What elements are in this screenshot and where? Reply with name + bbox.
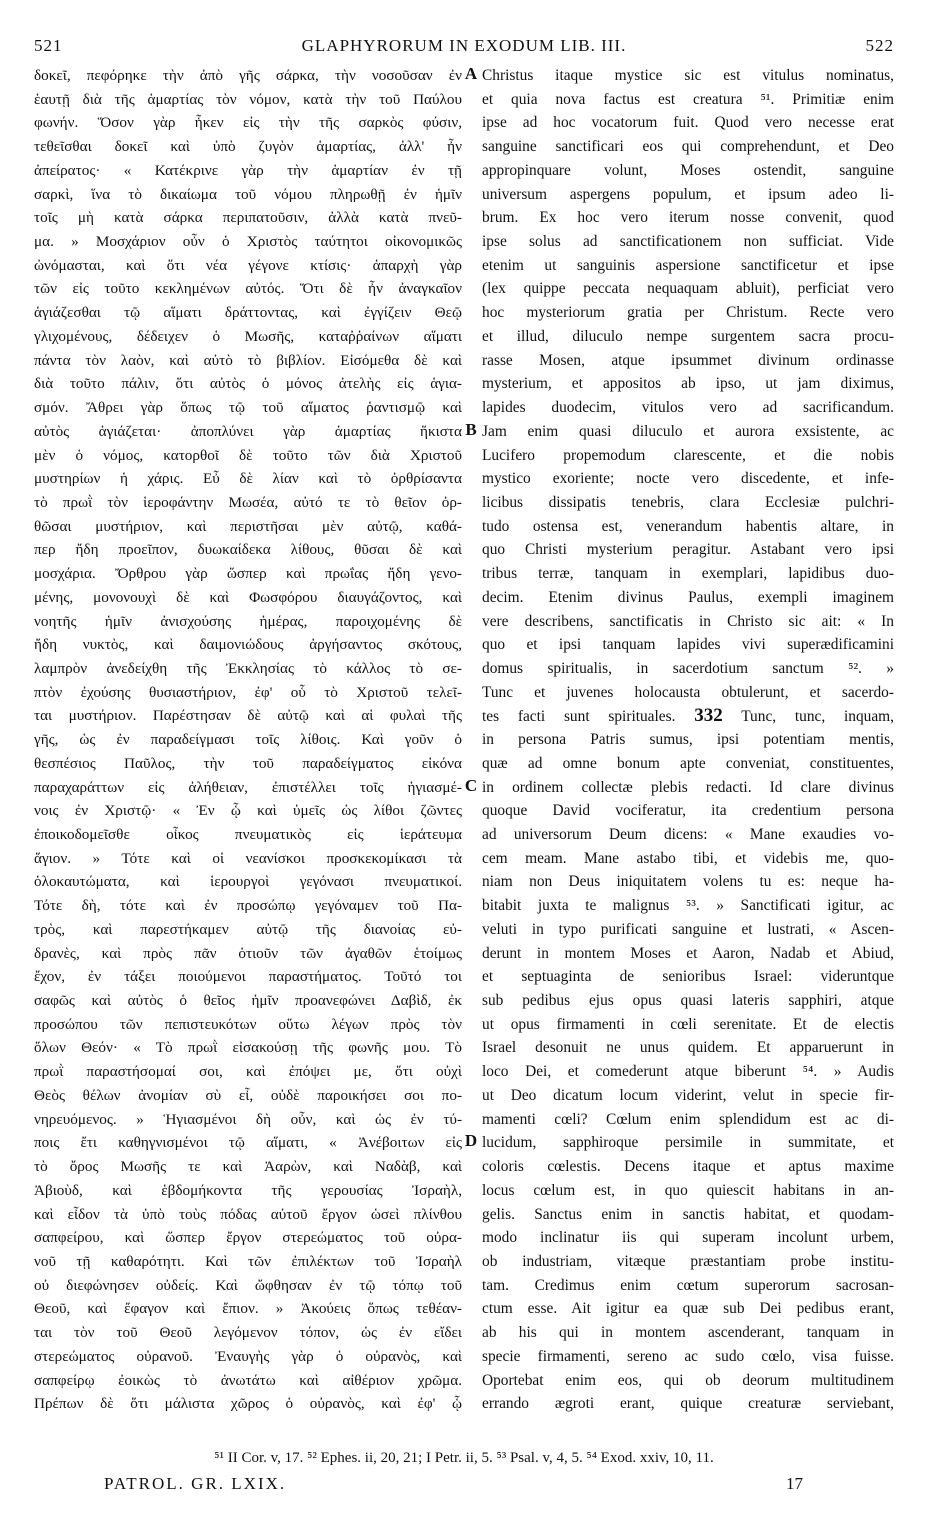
latin-text-line: sanguine sanctificari eos qui comprehendunt, et Deo xyxy=(482,138,894,156)
greek-text-line: σαρκὶ, ἵνα τὸ δικαίωμα τοῦ νόμου πληρωθῇ ἐν ἡμῖν xyxy=(34,185,462,203)
footnotes: ⁵¹ II Cor. v, 17. ⁵² Ephes. ii, 20, 21; I Petr. ii, 5. ⁵³ Psal. v, 4, 5. ⁵⁴ Exod. xxiv, 10, 11. xyxy=(214,1450,714,1466)
latin-text-line: et quia nova factus est creatura ⁵¹. Primitiæ enim xyxy=(482,90,894,108)
greek-text-line: Ἀβιοὺδ, καὶ ἑβδομήκοντα τῆς γερουσίας Ἰσραὴλ, xyxy=(34,1181,462,1199)
greek-text-line: περ ἤδη προεῖπον, δυωκαίδεκα λίθους, θῦσαι δὲ καὶ xyxy=(34,541,462,559)
greek-text-line: νηρευόμενος. » Ἡγιασμένοι δὴ οὖν, καὶ ὡς ἐν τύ- xyxy=(34,1110,462,1128)
greek-text-line: προσώπου τῶν πεπιστευκότων οὕτω λέγων πρὸς τὸν xyxy=(34,1015,462,1033)
greek-text-line: τεθεῖσθαι δοκεῖ καὶ ὑπὸ ζυγὸν ἁμαρτίας, ἀλλ' ἦν xyxy=(34,138,462,156)
latin-text-line: mystico exoriente; nocte vero discedente, et infe- xyxy=(482,470,894,488)
latin-text-line: mamenti cœli? Cœlum enim splendidum est ac di- xyxy=(482,1110,894,1128)
latin-text-line: niam non Deus iniquitatem volens tu es: neque ha- xyxy=(482,873,894,891)
latin-text-line: locus cœlum est, in quo quiescit habitans in an- xyxy=(482,1181,894,1199)
latin-text-line: licibus dissipatis tenebris, clara Ecclesiæ pulchri- xyxy=(482,493,894,511)
latin-text-line: bitabit juxta te malignus ⁵³. » Sanctificati igitur, ac xyxy=(482,897,894,915)
greek-text-line: μοσχάρια. Ὄρθρου γὰρ ὥσπερ καὶ πρωΐας ἤδη γενο- xyxy=(34,565,462,583)
greek-text-line: ἤδη νυκτὸς, καὶ δαιμονιώδους ἀργήσαντος σκότους, xyxy=(34,636,462,654)
greek-text-line: σμόν. Ἄθρει γὰρ ὅπως τῷ τοῦ αἵματος ῥαντισμῷ καὶ xyxy=(34,399,462,417)
latin-text-line: gelis. Sanctus enim in sanctis habitat, et quodam- xyxy=(482,1205,894,1223)
greek-text-line: παραχαράττων εἰς ἀλήθειαν, ἐπιστέλλει τοῖς ἡγιασμέ- xyxy=(34,778,462,796)
greek-text-line: τοῖς μὴ κατὰ σάρκα περιπατοῦσιν, ἀλλὰ κατὰ πνεῦ- xyxy=(34,209,462,227)
greek-text-line: ποις ἔτι καθηγνισμένοι τῷ αἵματι, « Ἀνέβοιτων εἰς xyxy=(34,1134,462,1152)
page-number-left: 521 xyxy=(34,36,63,55)
latin-text-line: ob industriam, vitæque præstantiam probe institu- xyxy=(482,1252,894,1270)
latin-text-line: quæ ad omne bonum apte conveniat, constituentes, xyxy=(482,754,894,772)
greek-text-line: διὰ τοῦτο πάλιν, ὅτι αὐτὸς ὁ μόνος ἀτελὴς εἰς ἁγια- xyxy=(34,375,462,393)
latin-text-line: derunt in montem Moses et Aaron, Nadab et Abiud, xyxy=(482,944,894,962)
latin-text-line: rasse Mosen, atque ipsummet divinum ordinasse xyxy=(482,351,894,369)
greek-text-line: τὸ πρωῒ τὸν ἱεροφάντην Μωσέα, αὐτό τε τὸ θεῖον ὀρ- xyxy=(34,493,462,511)
greek-text-line: λαμπρὸν ἀνεδείχθη τῆς Ἐκκλησίας τὸ κάλλος τὸ σε- xyxy=(34,659,462,677)
latin-text-line: quoque David vociferatur, ita credentium persona xyxy=(482,802,894,820)
sheet-number: 17 xyxy=(786,1474,803,1493)
latin-text-line: domus spiritualis, in sacerdotium sanctum ⁵². » xyxy=(482,659,894,677)
latin-text-line: Lucifero propemodum clarescente, et die nobis xyxy=(482,446,894,464)
latin-text-line: ad universorum Deum dicens: « Mane exaudies vo- xyxy=(482,826,894,843)
greek-text-line: τῶν εἰς τοῦτο κεκλημένων αὐτός. Ὅτι δὲ ἦν ἀναγκαῖον xyxy=(34,280,462,298)
latin-text-line: specie firmamenti, sereno ac sudo cœlo, visa fuisse. xyxy=(482,1347,894,1365)
greek-text-line: δρανὲς, καὶ πρὸς πᾶν ὁτιοῦν τῶν ἀγαθῶν ἑτοίμως xyxy=(34,944,462,962)
latin-text-line: et illud, diluculo nempe surgentem sacra procu- xyxy=(482,327,894,345)
greek-text-line: μένης, μονονουχὶ δὲ καὶ Φωσφόρου διαυγάζοντος, καὶ xyxy=(34,588,462,606)
latin-text-line: hoc mysteriorum gratia per Christum. Recte vero xyxy=(482,304,894,322)
greek-text-line: Θεὸς θέλων ἀνομίαν σὺ εἶ, οὐδὲ παροικήσει σοι πο- xyxy=(34,1086,462,1104)
greek-text-line: μα. » Μοσχάριον οὖν ὁ Χριστὸς ταύτητοι οἰκονομικῶς xyxy=(34,233,462,251)
greek-text-line: Πρέπων δὲ ὅτι μάλιστα χῶρος ὁ οὐρανὸς, καὶ ἐφ' ᾧ xyxy=(34,1395,462,1413)
greek-text-line: ται μυστήριον. Παρέστησαν δὲ αὐτῷ καὶ αἱ φυλαὶ τῆς xyxy=(34,707,462,725)
latin-text-line: lapides duodecim, vitulos vero ad sacrificandum. xyxy=(482,399,894,417)
greek-text-line: νοις ἐν Χριστῷ· « Ἐν ᾧ καὶ ὑμεῖς ὡς λίθοι ζῶντες xyxy=(34,802,462,820)
greek-text-line: ἑαυτῇ διὰ τῆς ἁμαρτίας τὸν νόμον, κατὰ τὴν τοῦ Παύλου xyxy=(34,90,462,108)
latin-text-line: Tunc et juvenes holocausta obtulerunt, et sacerdo- xyxy=(482,683,894,701)
greek-text-line: ἔχον, ἐν τάξει ποιούμενοι παραστήματος. Τοῦτό τοι xyxy=(34,968,462,986)
greek-text-line: ἀπείρατος· « Κατέκρινε γὰρ τὴν ἁμαρτίαν ἐν τῇ xyxy=(34,161,462,179)
greek-text-line: σαπφείρῳ ἐοικὼς τὸ ἀνωτάτω καὶ αἰθέριον χρῶμα. xyxy=(34,1371,462,1389)
latin-text-line: Oportebat enim eos, qui ob deorum multitudinem xyxy=(482,1371,894,1389)
greek-text-line: ἅγιον. » Τότε καὶ οἱ νεανίσκοι προσκεκομίκασι τὰ xyxy=(34,849,462,867)
latin-text-line: universum aspergens populum, et ipsum adeo li- xyxy=(482,185,894,203)
greek-text-line: αὐτὸς ἁγιάζεται· ἀποπλύνει γὰρ ἁμαρτίας ἥκιστα xyxy=(34,422,462,440)
latin-text-line: cem meam. Mane astabo tibi, et videbis me, quo- xyxy=(482,849,894,867)
greek-text-line: ται τὸν τοῦ Θεοῦ λεγόμενον τόπον, ὡς ἐν εἴδει xyxy=(34,1324,462,1342)
greek-text-line: φωνήν. Ὅσον γὰρ ἧκεν εἰς τὴν τῆς σαρκὸς φύσιν, xyxy=(34,114,462,132)
greek-text-line: ὠνόμασται, καὶ ὅτι νέα γέγονε κτίσις· ἀπαρχὴ γὰρ xyxy=(34,256,462,274)
greek-text-line: μυστηρίων ἡ χάρις. Εὖ δὲ λίαν καὶ τὸ ὀρθρίσαντα xyxy=(34,470,462,488)
latin-text-line: Israel desonuit ne unus quidem. Et apparuerunt in xyxy=(482,1039,894,1057)
greek-text-line: Τότε δὴ, τότε καὶ ἐν προσώπῳ γεγόναμεν τοῦ Πα- xyxy=(34,897,462,915)
greek-text-line: τρὸς, καὶ παρεστήκαμεν αὐτῷ τῆς διανοίας εὐ- xyxy=(34,920,462,938)
margin-marker: B xyxy=(465,419,477,439)
latin-text-line: ctum esse. Ait igitur ea quæ sub Dei pedibus erant, xyxy=(482,1300,894,1318)
latin-text-line: ipse ad hoc vocatorum fuit. Quod vero necesse erat xyxy=(482,114,894,132)
latin-text-line: (lex quippe peccata nequaquam abluit), perficiat vero xyxy=(482,280,894,298)
greek-text-line: νοῦ τῇ καθαρότητι. Καὶ τῶν ἐπιλέκτων τοῦ Ἰσραὴλ xyxy=(34,1252,462,1270)
volume-signature: PATROL. GR. LXIX. xyxy=(104,1474,287,1493)
greek-text-line: νοητῆς ἡμῖν ἀνισχούσης ἡμέρας, παροιχομένης δὲ xyxy=(34,612,462,630)
latin-text-line: appropinquare volunt, Moses ostendit, sanguine xyxy=(482,161,894,179)
latin-text-line: mysterium, et appositos ab ipso, ut jam diximus, xyxy=(482,375,894,393)
greek-text-line: μὲν ὁ νόμος, κατορθοῖ δὲ τοῦτο τῶν διὰ Χριστοῦ xyxy=(34,446,462,464)
latin-text-line: in ordinem collectæ plebis redacti. Id clare divinus xyxy=(482,778,894,796)
latin-column xyxy=(482,64,894,1416)
latin-text-line: tam. Credimus enim cœtum superorum sacrosan- xyxy=(482,1276,894,1294)
latin-text-line: quo et ipsi tanquam lapides vivi superædificamini xyxy=(482,636,894,654)
greek-text-line: σαπφείρου, καὶ ὥσπερ ἔργον στερεώματος τοῦ οὐρα- xyxy=(34,1229,462,1247)
column-number: 332 xyxy=(694,705,723,727)
greek-text-line: πτὸν ἐχούσης θυσιαστήριον, ἐφ' οὗ τὸ Χριστοῦ τελεῖ- xyxy=(34,683,462,701)
latin-text-line: tribus terræ, tanquam in exemplari, lapidibus duo- xyxy=(482,565,894,583)
running-header xyxy=(34,36,894,60)
latin-text-line: decim. Etenim divinus Paulus, exempli imaginem xyxy=(482,588,894,606)
margin-marker: C xyxy=(464,775,478,795)
margin-marker: A xyxy=(464,64,478,83)
latin-text-line: veluti in typo purificati sanguine et lustrati, « Ascen- xyxy=(482,920,894,938)
latin-text-line: errando ægroti erant, quique creaturæ serviebant, xyxy=(482,1395,894,1413)
latin-text-line: brum. Ex hoc vero iterum nosse convenit, quod xyxy=(482,209,894,227)
greek-text-line: τὸ ὄρος Μωσῆς τε καὶ Ἀαρὼν, καὶ Ναδὰβ, καὶ xyxy=(34,1158,462,1176)
greek-text-line: ἁγιάζεσθαι τῷ αἵματι δράττοντας, καὶ ἐγγίζειν Θεῷ xyxy=(34,304,462,322)
greek-column xyxy=(34,64,462,1416)
latin-text-line: vere describens, sanctificatis in Christo sic ait: « In xyxy=(482,612,894,630)
greek-text-line: καὶ εἶδον τὰ ὑπὸ τοὺς πόδας αὐτοῦ ἔργον ὡσεὶ πλίνθου xyxy=(34,1205,462,1223)
page-number-right: 522 xyxy=(865,36,894,55)
latin-text-line: loco Dei, et comederunt atque biberunt ⁵⁴. » Audis xyxy=(482,1063,894,1081)
latin-text-line: Jam enim quasi diluculo et aurora exsistente, ac xyxy=(482,422,894,440)
latin-text-line: etenim ut sanguinis aspersione sanctificetur et ipse xyxy=(482,256,894,274)
greek-text-line: θῶσαι μυστήριον, καὶ περιστῆσαι μὲν αὐτῷ, καθά- xyxy=(34,517,462,535)
greek-text-line: σαφῶς καὶ αὐτὸς ὁ θεῖος ἡμῖν προανεφώνει Δαβὶδ, ἐκ xyxy=(34,992,462,1010)
greek-text-line: πάντα τὸν λαὸν, καὶ αὐτὸ τὸ βιβλίον. Εἰσόμεθα δὲ καὶ xyxy=(34,351,462,369)
greek-text-line: γῆς, ὡς ἐν παραδείγμασι τοῖς λίθοις. Καὶ γοῦν ὁ xyxy=(34,731,462,749)
latin-text-line: sub pedibus ejus opus quasi lateris sapphiri, atque xyxy=(482,992,894,1010)
latin-text-line: ab his qui in montem ascenderant, tanquam in xyxy=(482,1324,894,1342)
latin-text-line: ut opus firmamenti in cœli serenitate. Et de electis xyxy=(482,1015,894,1033)
margin-marker: D xyxy=(464,1131,478,1151)
latin-text-line: ut Deo dicatum locum viderint, velut in specie fir- xyxy=(482,1086,894,1104)
latin-text-line: tudo ostensa est, venerandum habentis altare, in xyxy=(482,517,894,535)
greek-text-line: ὁλοκαυτώματα, καὶ ἱερουργοὶ γεγόνασι πνευματικοί. xyxy=(34,873,462,891)
greek-text-line: θεσπέσιος Παῦλος, τὴν τοῦ παραδείγματος εἰκόνα xyxy=(34,754,462,772)
greek-text-line: Θεοῦ, καὶ ἔφαγον καὶ ἔπιον. » Ἀκούεις ὅπως τεθέαν- xyxy=(34,1300,462,1318)
greek-text-line: στερεώματος οὐρανοῦ. Ἐναυγὴς γὰρ ὁ οὐρανὸς, καὶ xyxy=(34,1347,462,1365)
greek-text-line: ὅλων Θεόν· « Τὸ πρωῒ εἰσακούσῃ τῆς φωνῆς μου. Τὸ xyxy=(34,1039,462,1057)
greek-text-line: πρωῒ παραστήσομαί σοι, καὶ ἐπόψει με, ὅτι οὐχὶ xyxy=(34,1063,462,1081)
latin-text-line: coloris cœlestis. Decens itaque et aptus maxime xyxy=(482,1158,894,1176)
running-title: GLAPHYRORUM IN EXODUM LIB. III. xyxy=(301,36,627,55)
latin-text-line: in persona Patris sumus, ipsi potentiam mentis, xyxy=(482,731,894,749)
greek-text-line: δοκεῖ, πεφόρηκε τὴν ἀπὸ γῆς σάρκα, τὴν νοσοῦσαν ἐν xyxy=(34,67,462,84)
latin-text-line: tes facti sunt spirituales. 332 Tunc, tunc, inquam, xyxy=(482,705,894,727)
greek-text-line: γλιχομένους, δέδειχεν ὁ Μωσῆς, καταῤῥαίνων αἵματι xyxy=(34,327,462,345)
latin-text-line: ipse solus ad sanctificationem non sufficiat. Vide xyxy=(482,233,894,251)
latin-text-line: modo inclinatur iis qui superam incolunt urbem, xyxy=(482,1229,894,1247)
latin-text-line: et septuaginta de senioribus Israel: videruntque xyxy=(482,968,894,986)
latin-text-line: quo Christi mysterium peragitur. Astabant vero ipsi xyxy=(482,541,894,559)
greek-text-line: οὐ διεφώνησεν οὐδείς. Καὶ ὤφθησαν ἐν τῷ τόπῳ τοῦ xyxy=(34,1276,462,1294)
greek-text-line: ἐποικοδομεῖσθε οἶκος πνευματικὸς εἰς ἱεράτευμα xyxy=(34,826,462,843)
latin-text-line: lucidum, sapphiroque persimile in summitate, et xyxy=(482,1134,894,1152)
latin-text-line: Christus itaque mystice sic est vitulus nominatus, xyxy=(482,67,894,84)
